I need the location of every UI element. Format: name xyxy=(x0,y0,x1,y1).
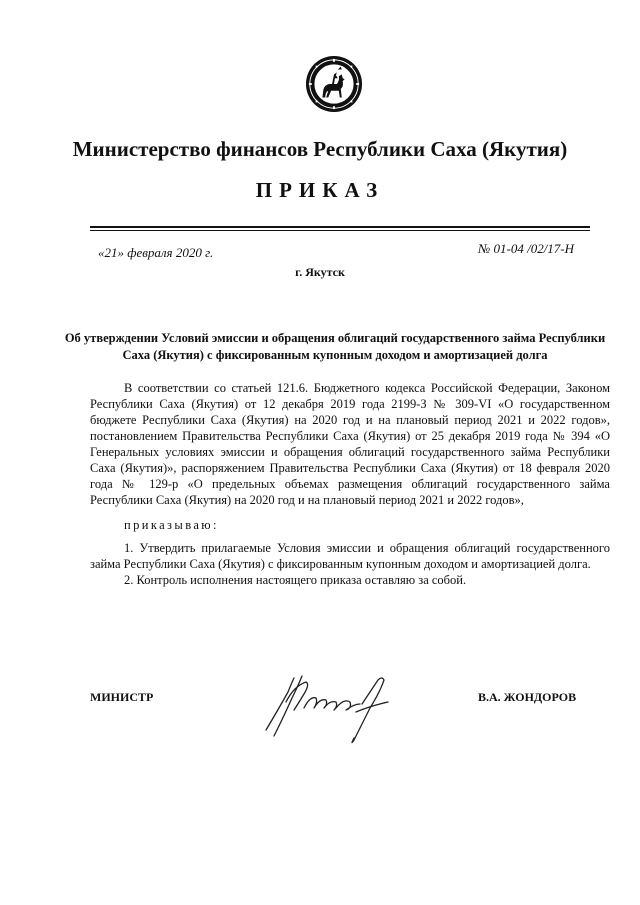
order-subject: Об утверждении Условий эмиссии и обращения облигаций государственного займа Республики Саха (Якутия) с фиксированным купонным доходом и амортизацией долга xyxy=(64,331,606,362)
signatory-title: МИНИСТР xyxy=(90,690,154,704)
document-type: ПРИКАЗ xyxy=(255,178,385,202)
ministry-title: Министерство финансов Республики Саха (Якутия) xyxy=(72,137,568,161)
coat-of-arms-icon xyxy=(305,55,363,113)
order-item-2: 2. Контроль исполнения настоящего приказа оставляю за собой. xyxy=(124,573,467,587)
order-body xyxy=(90,380,610,588)
signatory-name: В.А. ЖОНДОРОВ xyxy=(478,690,577,704)
header-rule-thick xyxy=(90,226,590,228)
handwritten-signature xyxy=(258,668,408,750)
order-number: № 01-04 /02/17-Н xyxy=(478,241,575,256)
order-word: приказываю: xyxy=(124,518,219,532)
order-city: г. Якутск xyxy=(295,265,345,279)
preamble-paragraph: В соответствии со статьей 121.6. Бюджетного кодекса Российской Федерации, Законом Республики Саха (Якутия) от 12 декабря 2019 года 2199-З № 309-VI «О государственном бюджете Республики Саха (Якутия) на 2020 год и на плановый период 2021 и 2022 годов», постановлением Правительства Республики Саха (Якутия) от 25 декабря 2019 года № 394 «О Генеральных условиях эмиссии и обращения облигаций государственного займа Республики Саха (Якутия)», распоряжением Правительства Республики Саха (Якутия) от 18 февраля 2020 года № 129-р «О предельных объемах размещения облигаций государственного займа Республики Саха (Якутия) на 2020 год и на плановый период 2021 и 2022 годов», xyxy=(90,381,610,507)
order-item-1: 1. Утвердить прилагаемые Условия эмиссии и обращения облигаций государственного займа Республики Саха (Якутия) с фиксированным купонным доходом и амортизацией долга. xyxy=(90,541,610,571)
order-date: «21» февраля 2020 г. xyxy=(98,245,214,260)
header-rule-thin xyxy=(90,230,590,231)
